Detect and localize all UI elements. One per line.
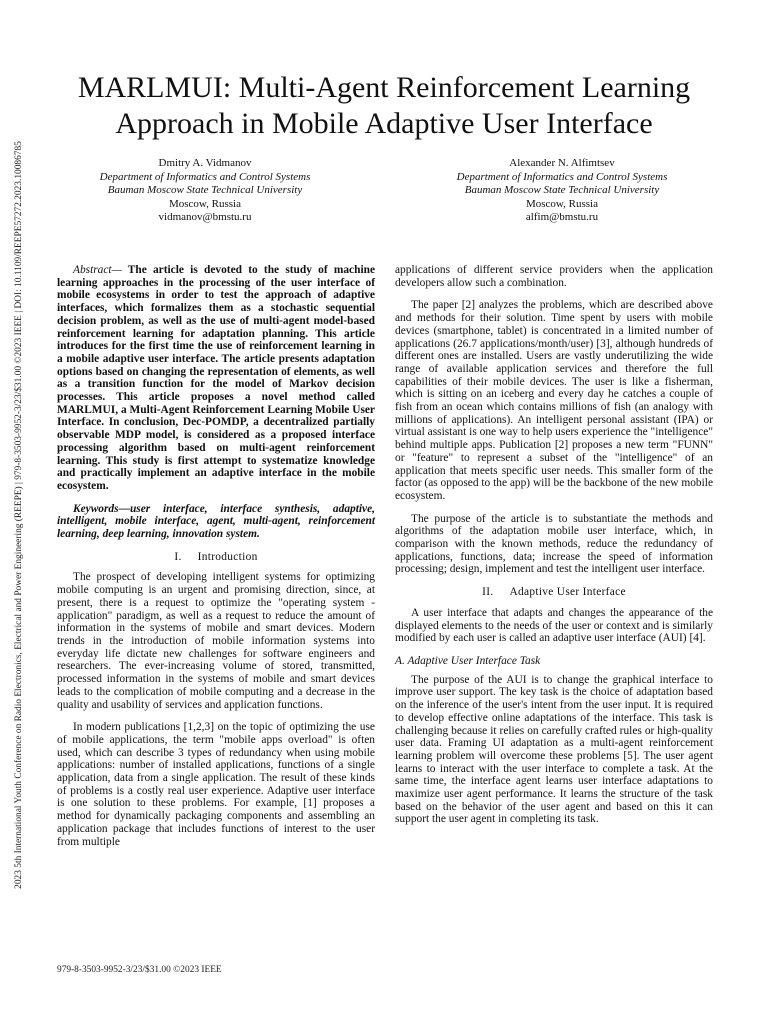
abstract-text: The article is devoted to the study of machine learning approaches in the processing of the user interface of mobile ecosystems in order to test the approach of adaptive interfaces, which formalizes them as a stochastic sequential decision problem, as well as the use of multi-agent model-based reinforcement learning for adaptation planning. This article introduces for the first time the use of reinforcement learning in a mobile adaptive user interface. The article presents adaptation options based on changing the representation of elements, as well as a transition function for the model of Markov decision processes. This article proposes a novel method called MARLMUI, a Multi-Agent Reinforcement Learning Mobile User Interface. In conclusion, Dec-POMDP, a decentralized partially observable MDP model, is considered as a proposed interface processing algorithm based on multi-agent reinforcement learning. This study is first attempt to systematize knowledge and practically implement an adaptive interface in the mobile ecosystem.	[57, 264, 375, 492]
abstract-label: Abstract—	[73, 264, 122, 276]
body-paragraph: The paper [2] analyzes the problems, which are described above and methods for their solution. Time spent by users with mobile devices (smartphone, tablet) is concentrated in a limited number of applications (26.7 applications/month/user) [3], although hundreds of different ones are installed. Users are vastly underutilizing the wide range of available application services and therefore the full capabilities of their mobile devices. The user is like a fisherman, which is sitting on an iceberg and every day he catches a couple of fish from an ocean which contains millions of fish (an analogy with millions of applications). An intelligent personal assistant (IPA) or virtual assistant is one way to help users experience the "intelligence" behind multiple apps. Publication [2] proposes a new term "FUNN" or "feature" to represent a subset of the "intelligence" of an application that meets specific user needs. This smaller form of the factor (as opposed to the app) will be the backbone of the new mobile ecosystem.	[395, 299, 713, 502]
paper-title: MARLMUI: Multi-Agent Reinforcement Learning Approach in Mobile Adaptive User Interface	[77, 71, 691, 140]
author-city: Moscow, Russia	[168, 197, 241, 210]
author-city: Moscow, Russia	[525, 197, 598, 210]
section-title: Adaptive User Interface	[509, 586, 626, 599]
right-column	[395, 264, 713, 836]
author-name: Dmitry A. Vidmanov	[158, 157, 252, 169]
author-name: Alexander N. Alfimtsev	[509, 157, 615, 169]
author-university: Bauman Moscow State Technical University	[107, 184, 303, 196]
author-university: Bauman Moscow State Technical University	[464, 184, 660, 196]
body-paragraph: The prospect of developing intelligent systems for optimizing mobile computing is an urgent and promising direction, since, at present, there is a request to optimize the "operating system - application" paradigm, as well as a request to reduce the amount of information in the systems of mobile and smart devices. Modern trends in the introduction of mobile information systems into everyday life dictate new challenges for software engineers and researchers. The ever-increasing volume of stored, transmitted, processed information in the systems of mobile and smart devices leads to the complication of mobile computing and a decrease in the quality and usability of services and application functions.	[57, 571, 375, 711]
body-paragraph: In modern publications [1,2,3] on the topic of optimizing the use of mobile applications, the term "mobile apps overload" is often used, which can describe 3 types of redundancy when using mobile applications: number of installed applications, functions of a single application, data from a single application. The result of these kinds of problems is a costly real user experience. Adaptive user interface is one solution to these problems. For example, [1] proposes a method for dynamically packaging components and assembling an application package that includes functions of interest to the user from multiple	[57, 721, 375, 848]
body-paragraph: A user interface that adapts and changes the appearance of the displayed elements to the needs of the user or context and is similarly modified by each user is called an adaptive user interface (AUI) [4].	[395, 606, 713, 645]
section-number: II.	[482, 586, 494, 599]
left-column	[57, 264, 375, 858]
author-department: Department of Informatics and Control Systems	[456, 170, 668, 183]
keywords-label: Keywords—	[73, 502, 130, 515]
author-email[interactable]: vidmanov@bmstu.ru	[158, 211, 252, 223]
section-heading-introduction	[57, 551, 375, 564]
body-paragraph: The purpose of the AUI is to change the graphical interface to improve user support. The key task is the choice of adaptation based on the inference of the user's intent from the user input. It is required to develop effective online adaptations of the interface. This task is challenging because it relies on carefully crafted rules or high-quality user data. Framing UI adaptation as a multi-agent reinforcement learning problem will overcome these problems [5]. The user agent learns to interact with the user interface to complete a task. At the same time, the interface agent learns user interface adaptations to maximize user agent performance. It learns the structure of the task based on the behavior of the user agent and based on this it can support the user agent in completing its task.	[395, 673, 713, 826]
author-department: Department of Informatics and Control Systems	[99, 170, 311, 183]
keywords	[57, 503, 375, 541]
section-number: I.	[174, 550, 182, 563]
section-title: Introduction	[197, 550, 258, 563]
author-block-1	[55, 157, 355, 225]
side-citation-banner	[8, 100, 30, 930]
author-email[interactable]: alfim@bmstu.ru	[525, 211, 599, 223]
side-citation-text: 2023 5th International Youth Conference on Radio Electronics, Electrical and Power Engineering (REEPE) | 979-8-3503-9952-3/23/$31.00 ©2023 IEEE | DOI: 10.1109/REEPE57272.2023.10086785	[14, 141, 24, 889]
author-block-2	[412, 157, 712, 225]
body-paragraph: The purpose of the article is to substantiate the methods and algorithms of the adaptation mobile user interface, which, in comparison with the known methods, reduce the redundancy of applications, functions, data; increase the speed of information processing; design, implement and test the intelligent user interface.	[395, 512, 713, 576]
body-paragraph-continued: applications of different service providers when the application developers allow such a combination.	[395, 264, 713, 289]
keywords-text: user interface, interface synthesis, adaptive, intelligent, mobile interface, agent, multi-agent, reinforcement learning, deep learning, innovation system.	[57, 502, 375, 541]
footer-copyright: 979-8-3503-9952-3/23/$31.00 ©2023 IEEE	[57, 965, 222, 975]
subsection-heading: A. Adaptive User Interface Task	[395, 654, 541, 667]
section-heading-adaptive-ui	[395, 586, 713, 599]
abstract	[57, 264, 375, 493]
